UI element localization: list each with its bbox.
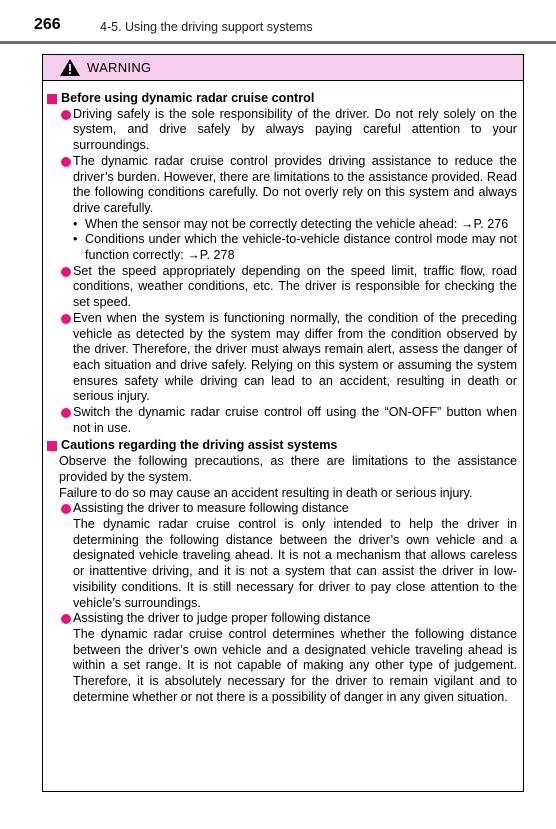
item-heading: Assisting the driver to judge proper following distance	[73, 611, 371, 626]
circle-bullet-icon	[61, 157, 71, 167]
list-item	[61, 611, 517, 705]
item-heading: Assisting the driver to measure following distance	[73, 501, 349, 516]
small-bullet-icon: •	[73, 216, 78, 231]
warning-header	[43, 55, 523, 81]
chapter-title: 4-5. Using the driving support systems	[100, 20, 313, 34]
warning-triangle-icon	[59, 58, 81, 77]
circle-bullet-icon	[61, 504, 71, 514]
item-body: The dynamic radar cruise control determines whether the following distance between the driver’s own vehicle and a designated vehicle traveling ahead is within a set range. It is not capable of making any other type of judgement. Therefore, it is absolutely necessary for the driver to remain vigilant and to determine whether or not there is a possibility of danger in any given situation.	[73, 626, 517, 704]
list-item: The dynamic radar cruise control provides driving assistance to reduce the driver’s burden. However, there are limitations to the assistance provided. Read the following conditions carefully. Do not overly rely on this system and always drive carefully.	[61, 154, 517, 217]
circle-bullet-icon	[61, 267, 71, 277]
square-marker-icon	[47, 94, 57, 104]
section-title: Cautions regarding the driving assist systems	[47, 438, 517, 454]
list-item	[61, 501, 517, 611]
page-number: 266	[34, 16, 61, 33]
warning-title: WARNING	[87, 60, 152, 75]
circle-bullet-icon	[61, 408, 71, 418]
sub-list-item: • When the sensor may not be correctly detecting the vehicle ahead: →P. 276	[73, 216, 509, 231]
intro-paragraph: Failure to do so may cause an accident resulting in death or serious injury.	[59, 485, 473, 500]
circle-bullet-icon	[61, 110, 71, 120]
circle-bullet-icon	[61, 614, 71, 624]
list-item: Set the speed appropriately depending on the speed limit, traffic flow, road conditions, weather conditions, etc. The driver is responsible for checking the set speed.	[61, 264, 517, 311]
sub-list-item: • Conditions under which the vehicle-to-vehicle distance control mode may not function correctly: →P. 278	[73, 232, 517, 263]
square-marker-icon	[47, 441, 57, 451]
warning-content	[43, 81, 523, 705]
small-bullet-icon: •	[73, 232, 78, 247]
circle-bullet-icon	[61, 314, 71, 324]
page-header	[0, 0, 556, 44]
list-item: Even when the system is functioning normally, the condition of the preceding vehicle as detected by the system may differ from the condition observed by the driver. Therefore, the driver must always remain alert, assess the danger of each situation and drive safely. Relying on this system or assuming the system ensures safety while driving can lead to an accident, resulting in death or serious injury.	[61, 311, 517, 405]
warning-box	[42, 54, 524, 792]
list-item: Switch the dynamic radar cruise control off using the “ON-OFF” button when not in use.	[61, 405, 517, 436]
list-item: Driving safely is the sole responsibility of the driver. Do not rely solely on the system, and drive safely by always paying careful attention to your surroundings.	[61, 107, 517, 154]
header-rule	[0, 41, 556, 44]
intro-paragraph: Observe the following precautions, as there are limitations to the assistance provided by the system.	[59, 454, 517, 484]
item-body: The dynamic radar cruise control is only intended to help the driver in determining the following distance between the driver’s own vehicle and a designated vehicle traveling ahead. It is not a mechanism that allows careless or inattentive driving, and it is not a system that can assist the driver in low-visibility conditions. It is still necessary for driver to pay close attention to the vehicle’s surroundings.	[73, 516, 517, 610]
section-title: Before using dynamic radar cruise control	[47, 91, 517, 107]
